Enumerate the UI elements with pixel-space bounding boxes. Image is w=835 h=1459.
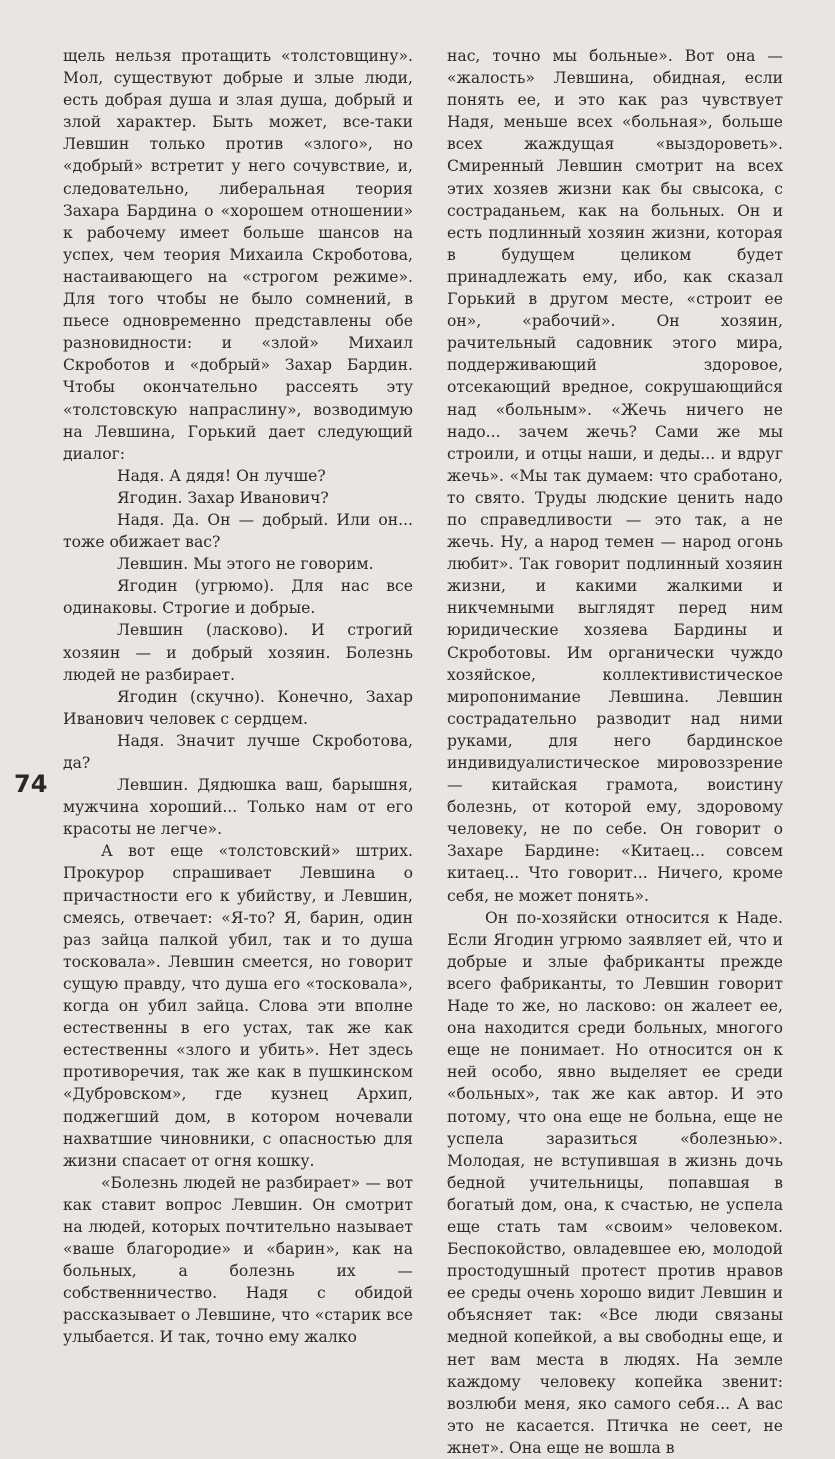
paragraph: щель нельзя протащить «толстовщину». Мол, существуют добрые и злые люди, есть добрая душа и злая душа, добрый и злой характер. Быть может, все-таки Левшин только против «злого», но «добрый» встретит у него сочувствие, и, следовательно, либеральная теория Захара Бардина о «хорошем отношении» к рабочему имеет больше шансов на успех, чем теория Михаила Скроботова, настаивающего на «строгом режиме». Для того чтобы не было сомнений, в пьесе одновременно представлены обе разновидности: и «злой» Михаил Скроботов и «добрый» Захар Бардин. Чтобы окончательно рассеять эту «толстовскую напраслину», возводимую на Левшина, Горький дает следующий диалог: [63,47,413,463]
paragraph: «Болезнь людей не разбирает» — вот как ставит вопрос Левшин. Он смотрит на людей, которых почтительно называет «ваше благородие» и «барин», как на больных, а болезнь их — собственничество. Надя с обидой рассказывает о Левшине, что «старик все улыбается. И так, точно ему жалко [63,1173,413,1347]
right-column [447,45,783,1459]
left-column [63,45,413,1349]
paragraph: нас, точно мы больные». Вот она — «жалость» Левшина, обидная, если понять ее, и это как раз чувствует Надя, меньше всех «больная», больше всех жаждущая «выздороветь». Смиренный Левшин смотрит на всех этих хозяев жизни как бы свысока, с состраданьем, как на больных. Он и есть подлинный хозяин жизни, которая в будущем целиком будет принадлежать ему, ибо, как сказал Горький в другом месте, «строит ее он», «рабочий». Он хозяин, рачительный садовник этого мира, поддерживающий здоровое, отсекающий вредное, сокрушающийся над «больным». «Жечь ничего не надо... зачем жечь? Сами же мы строили, и отцы наши, и деды... и вдруг жечь». «Мы так думаем: что сработано, то свято. Труды людские ценить надо по справедливости — это так, а не жечь. Ну, а народ темен — народ огонь любит». Так говорит подлинный хозяин жизни, и какими жалкими и никчемными выглядят перед ним юридические хозяева Бардины и Скроботовы. Им органически чуждо хозяйское, коллективистическое миропонимание Левшина. Левшин сострадательно разводит над ними руками, для него бардинское индивидуалистическое мировоззрение — китайская грамота, воистину болезнь, от которой ему, здоровому человеку, не по себе. Он говорит о Захаре Бардине: «Китаец... совсем китаец... Что говорит... Ничего, кроме себя, не может понять». [447,47,783,905]
dialog-line: Ягодин (скучно). Конечно, Захар Иванович человек с сердцем. [63,687,413,728]
paragraph: А вот еще «толстовский» штрих. Прокурор спрашивает Левшина о причастности его к убийству, и Левшин, смеясь, отвечает: «Я-то? Я, барин, один раз зайца палкой убил, так и то душа тосковала». Левшин смеется, но говорит сущую правду, что душа его «тосковала», когда он убил зайца. Слова эти вполне естественны в его устах, так же как естественны «злого и убить». Нет здесь противоречия, так же как в пушкинском «Дубровском», где кузнец Архип, поджегший дом, в котором ночевали нахватшие чиновники, с опасностью для жизни спасает от огня кошку. [63,842,413,1170]
dialog-line: Ягодин (угрюмо). Для нас все одинаковы. Строгие и добрые. [63,577,413,618]
dialog-line: Левшин (ласково). И строгий хозяин — и добрый хозяин. Болезнь людей не разбирает. [63,621,413,684]
dialog-block [63,465,413,841]
dialog-line: Левшин. Мы этого не говорим. [117,555,374,574]
paragraph: Он по-хозяйски относится к Наде. Если Ягодин угрюмо заявляет ей, что и добрые и злые фабриканты прежде всего фабриканты, то Левшин говорит Наде то же, но ласково: он жалеет ее, она находится среди больных, многого еще не понимает. Но относится он к ней особо, явно выделяет ее среди «больных», так же как автор. И это потому, что она еще не больна, еще не успела заразиться «болезнью». Молодая, не вступившая в жизнь дочь бедной учительницы, попавшая в богатый дом, она, к счастью, не успела еще стать там «своим» человеком. Беспокойство, овладевшее ею, молодой простодушный протест против нравов ее среды очень хорошо видит Левшин и объясняет так: «Все люди связаны медной копейкой, а вы свободны еще, и нет вам места в людях. На земле каждому человеку копейка звенит: возлюби меня, яко самого себя... А вас это не касается. Птичка не сеет, не жнет». Она еще не вошла в [447,908,783,1457]
dialog-line: Левшин. Дядюшка ваш, барышня, мужчина хороший... Только нам от его красоты не легче». [63,776,413,839]
dialog-line: Надя. А дядя! Он лучше? [117,466,326,485]
page-number: 74 [14,770,48,798]
dialog-line: Надя. Да. Он — добрый. Или он... тоже обижает вас? [63,510,413,552]
dialog-line: Ягодин. Захар Иванович? [117,488,329,507]
dialog-line: Надя. Значит лучше Скроботова, да? [63,731,413,772]
